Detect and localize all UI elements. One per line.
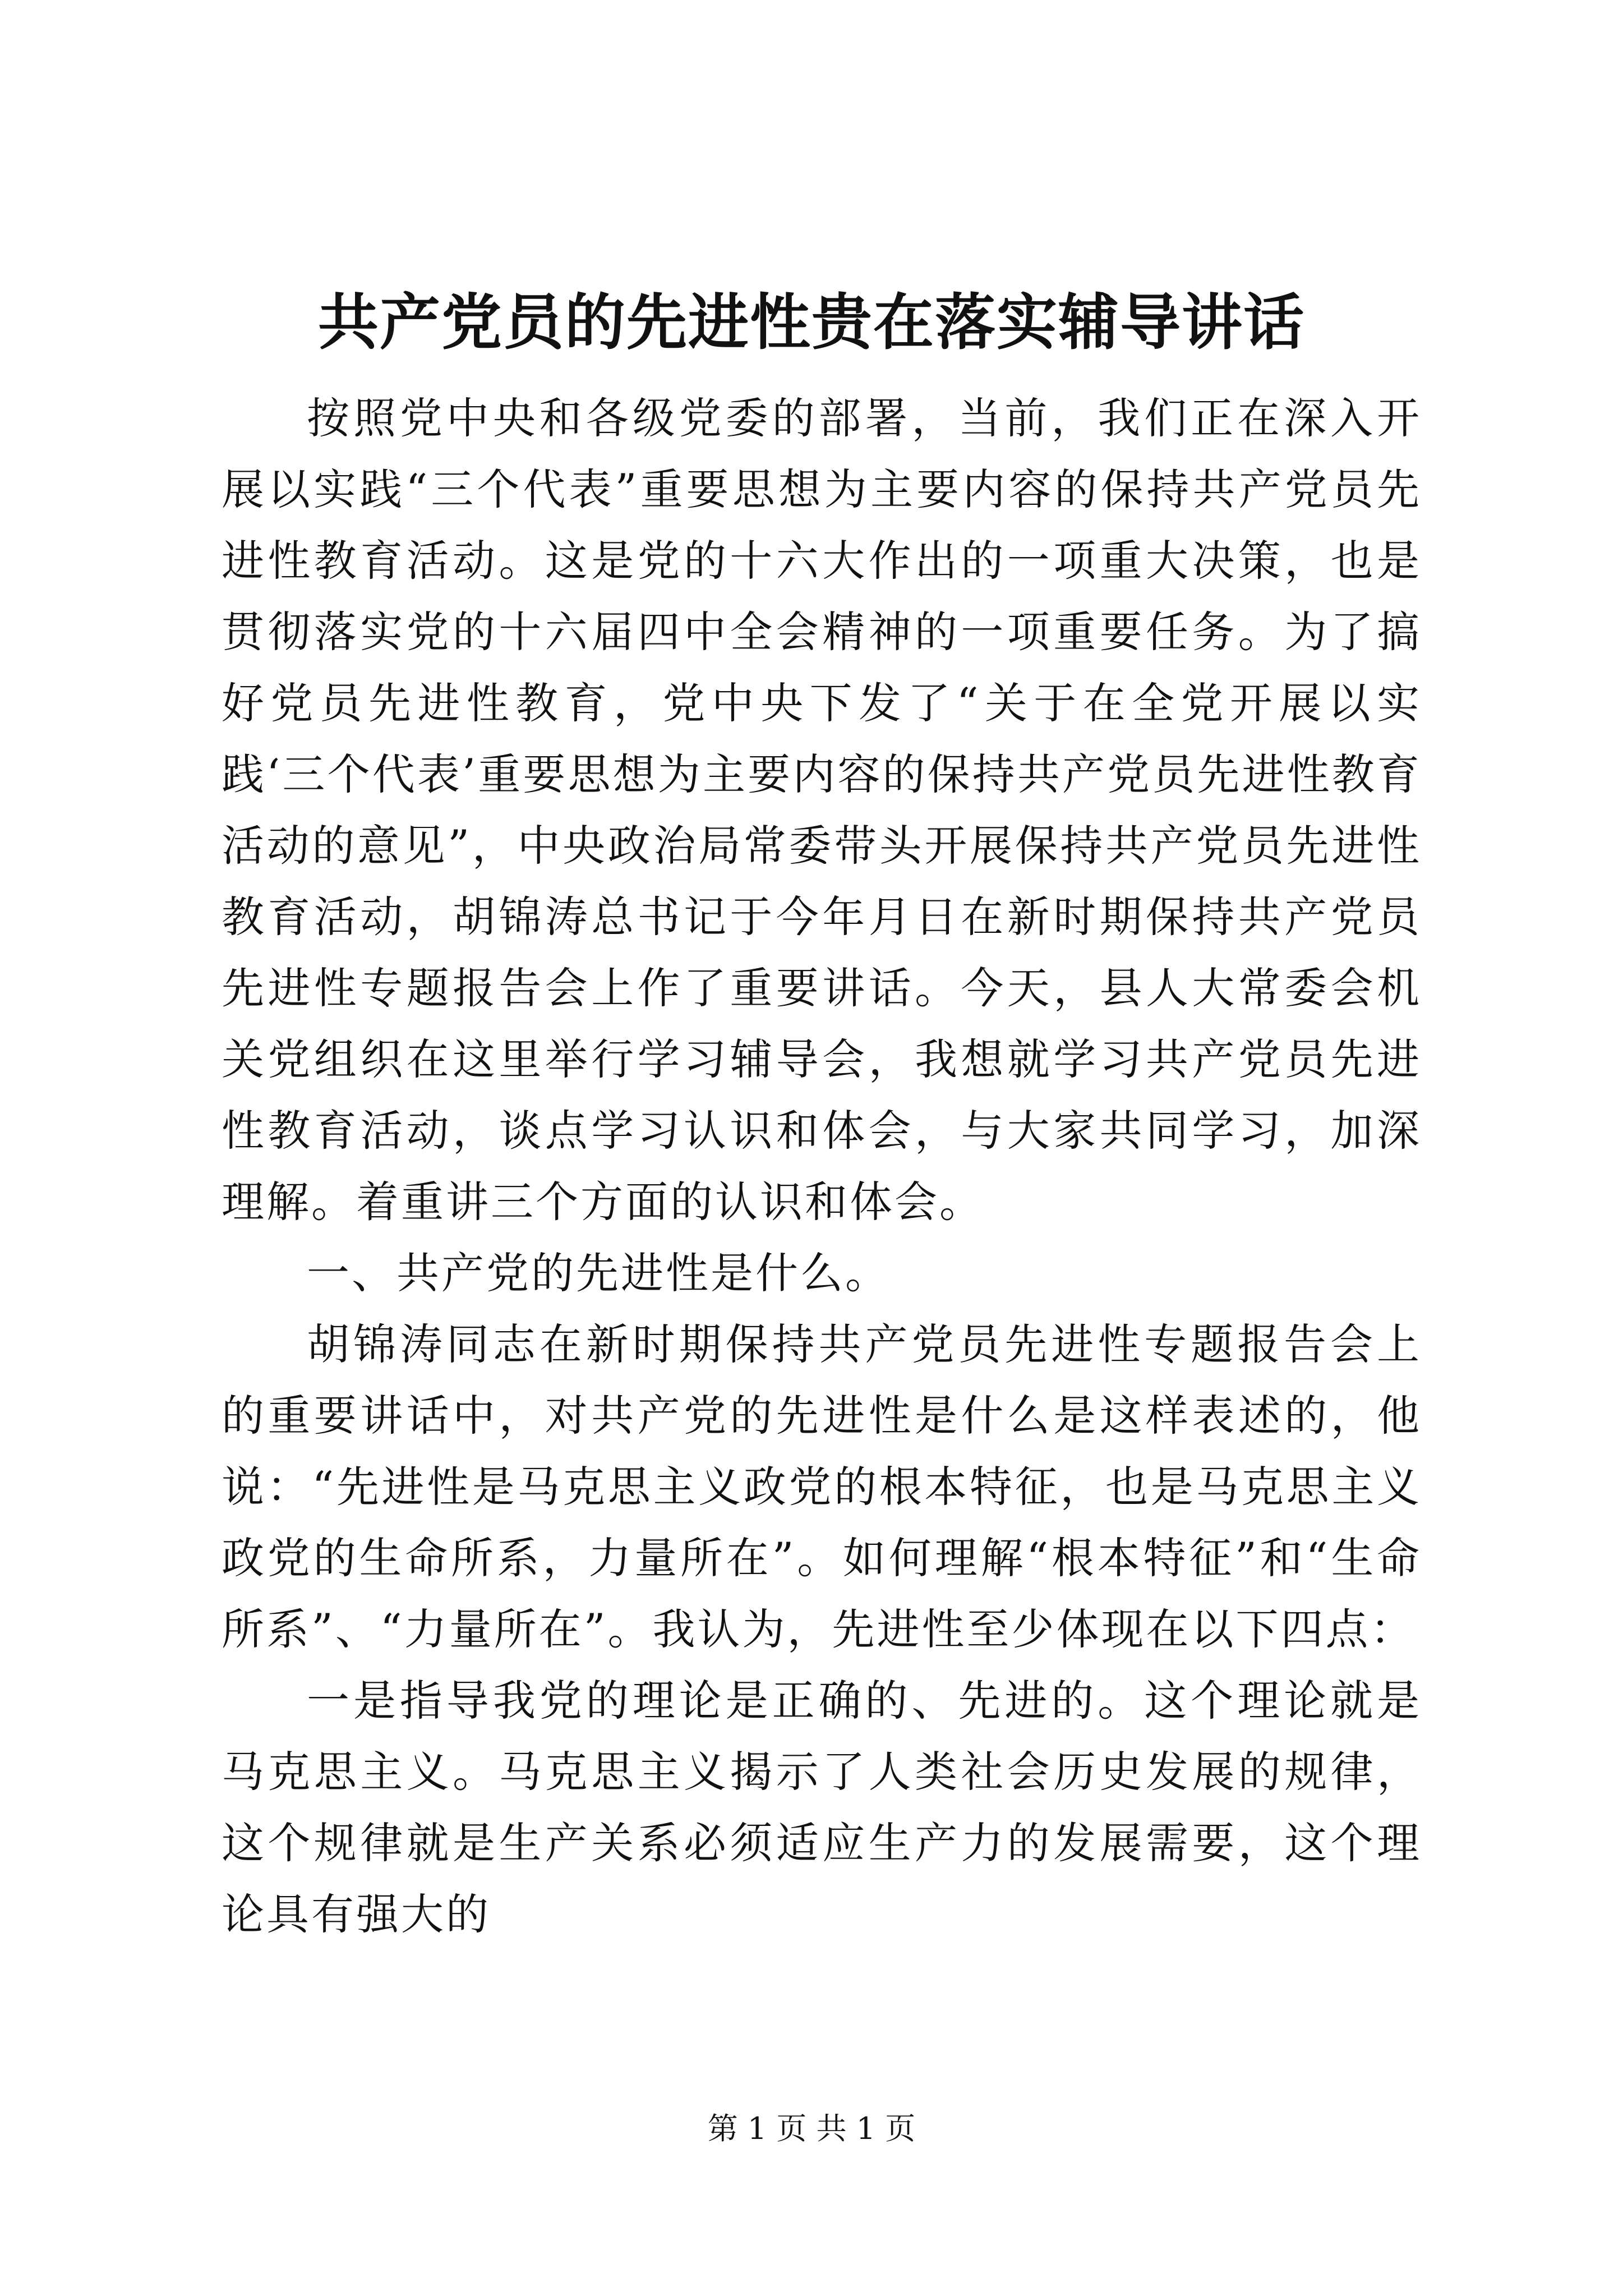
- document-title: 共产党员的先进性贵在落实辅导讲话: [317, 287, 1305, 358]
- page-footer: 第 1 页 共 1 页: [707, 2111, 916, 2146]
- section-heading-1: 一、共产党的先进性是什么。: [307, 1248, 890, 1298]
- body-paragraph-intro: 按照党中央和各级党委的部署，当前，我们正在深入开展以实践“三个代表”重要思想为主要内容的保持共产党员先进性教育活动。这是党的十六大作出的一项重大决策，也是贯彻落实党的十六届四中全会精神的一项重要任务。为了搞好党员先进性教育，党中央下发了“关于在全党开展以实践‘三个代表’重要思想为主要内容的保持共产党员先进性教育活动的意见”，中央政治局常委带头开展保持共产党员先进性教育活动，胡锦涛总书记于今年月日在新时期保持共产党员先进性专题报告会上作了重要讲话。今天，县人大常委会机关党组织在这里举行学习辅导会，我想就学习共产党员先进性教育活动，谈点学习认识和体会，与大家共同学习，加深理解。着重讲三个方面的认识和体会。: [222, 393, 1422, 1227]
- body-paragraph-quote: 胡锦涛同志在新时期保持共产党员先进性专题报告会上的重要讲话中，对共产党的先进性是什么是这样表述的，他说：“先进性是马克思主义政党的根本特征，也是马克思主义政党的生命所系，力量所在”。如何理解“根本特征”和“生命所系”、“力量所在”。我认为，先进性至少体现在以下四点：: [222, 1319, 1422, 1654]
- document-body: [222, 383, 1422, 1950]
- body-paragraph-point-1: 一是指导我党的理论是正确的、先进的。这个理论就是马克思主义。马克思主义揭示了人类社会历史发展的规律，这个规律就是生产关系必须适应生产力的发展需要，这个理论具有强大的: [222, 1676, 1422, 1939]
